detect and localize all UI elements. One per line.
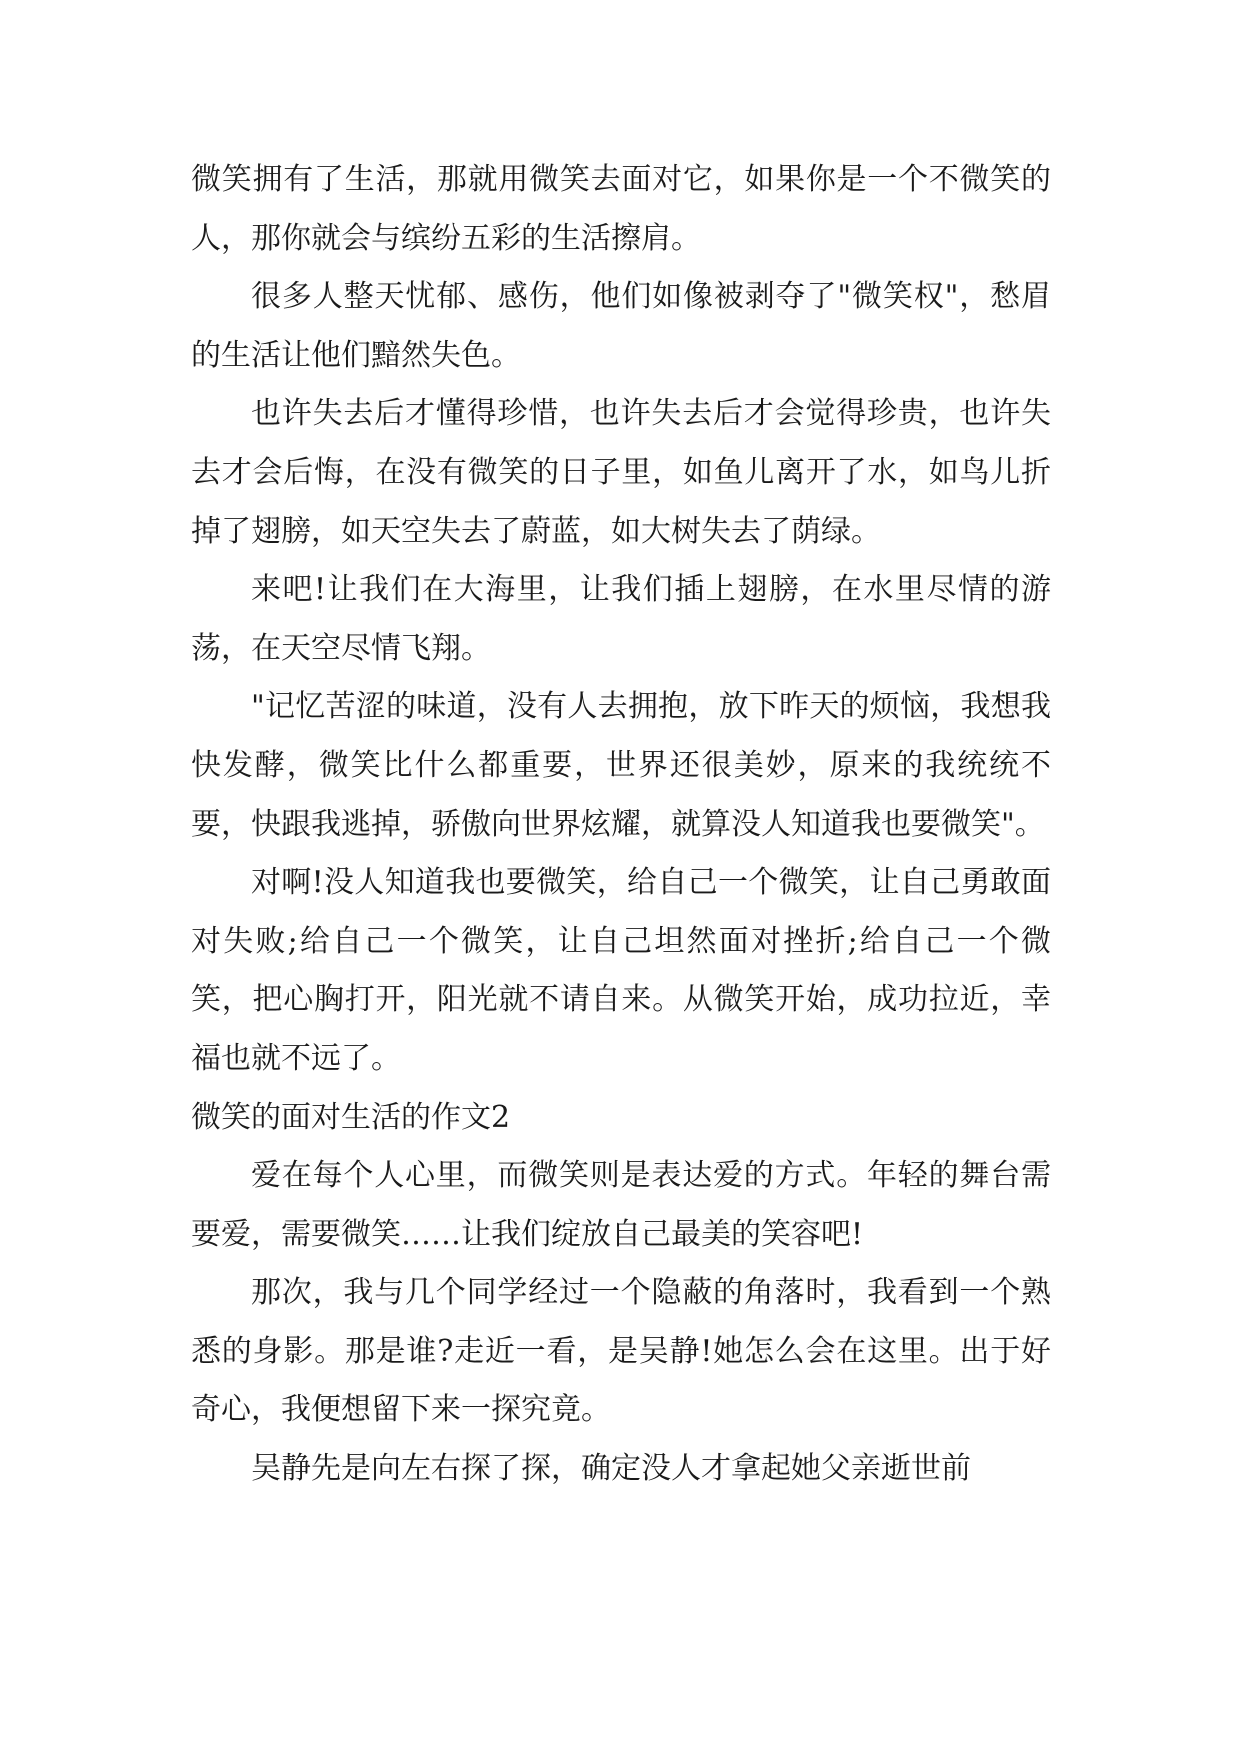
paragraph: 也许失去后才懂得珍惜，也许失去后才会觉得珍贵，也许失去才会后悔，在没有微笑的日子里，如鱼儿离开了水，如鸟儿折掉了翅膀，如天空失去了蔚蓝，如大树失去了荫绿。 bbox=[191, 396, 1051, 549]
section-title: 微笑的面对生活的作文2 bbox=[191, 1099, 511, 1135]
paragraph: "记忆苦涩的味道，没有人去拥抱，放下昨天的烦恼，我想我快发酵，微笑比什么都重要，世界还很美妙，原来的我统统不要，快跟我逃掉，骄傲向世界炫耀，就算没人知道我也要微笑"。 bbox=[191, 689, 1051, 842]
paragraph: 很多人整天忧郁、感伤，他们如像被剥夺了"微笑权"，愁眉的生活让他们黯然失色。 bbox=[191, 279, 1051, 373]
paragraph: 对啊!没人知道我也要微笑，给自己一个微笑，让自己勇敢面对失败;给自己一个微笑，让自己坦然面对挫折;给自己一个微笑，把心胸打开，阳光就不请自来。从微笑开始，成功拉近，幸福也就不远了。 bbox=[191, 865, 1051, 1076]
paragraph: 吴静先是向左右探了探，确定没人才拿起她父亲逝世前 bbox=[251, 1451, 971, 1487]
paragraph: 爱在每个人心里，而微笑则是表达爱的方式。年轻的舞台需要爱，需要微笑……让我们绽放自己最美的笑容吧! bbox=[191, 1158, 1051, 1252]
document-body bbox=[191, 151, 1051, 1499]
paragraph: 来吧!让我们在大海里，让我们插上翅膀，在水里尽情的游荡，在天空尽情飞翔。 bbox=[191, 572, 1051, 666]
paragraph: 微笑拥有了生活，那就用微笑去面对它，如果你是一个不微笑的人，那你就会与缤纷五彩的生活擦肩。 bbox=[191, 162, 1051, 256]
paragraph: 那次，我与几个同学经过一个隐蔽的角落时，我看到一个熟悉的身影。那是谁?走近一看，是吴静!她怎么会在这里。出于好奇心，我便想留下来一探究竟。 bbox=[191, 1275, 1051, 1428]
